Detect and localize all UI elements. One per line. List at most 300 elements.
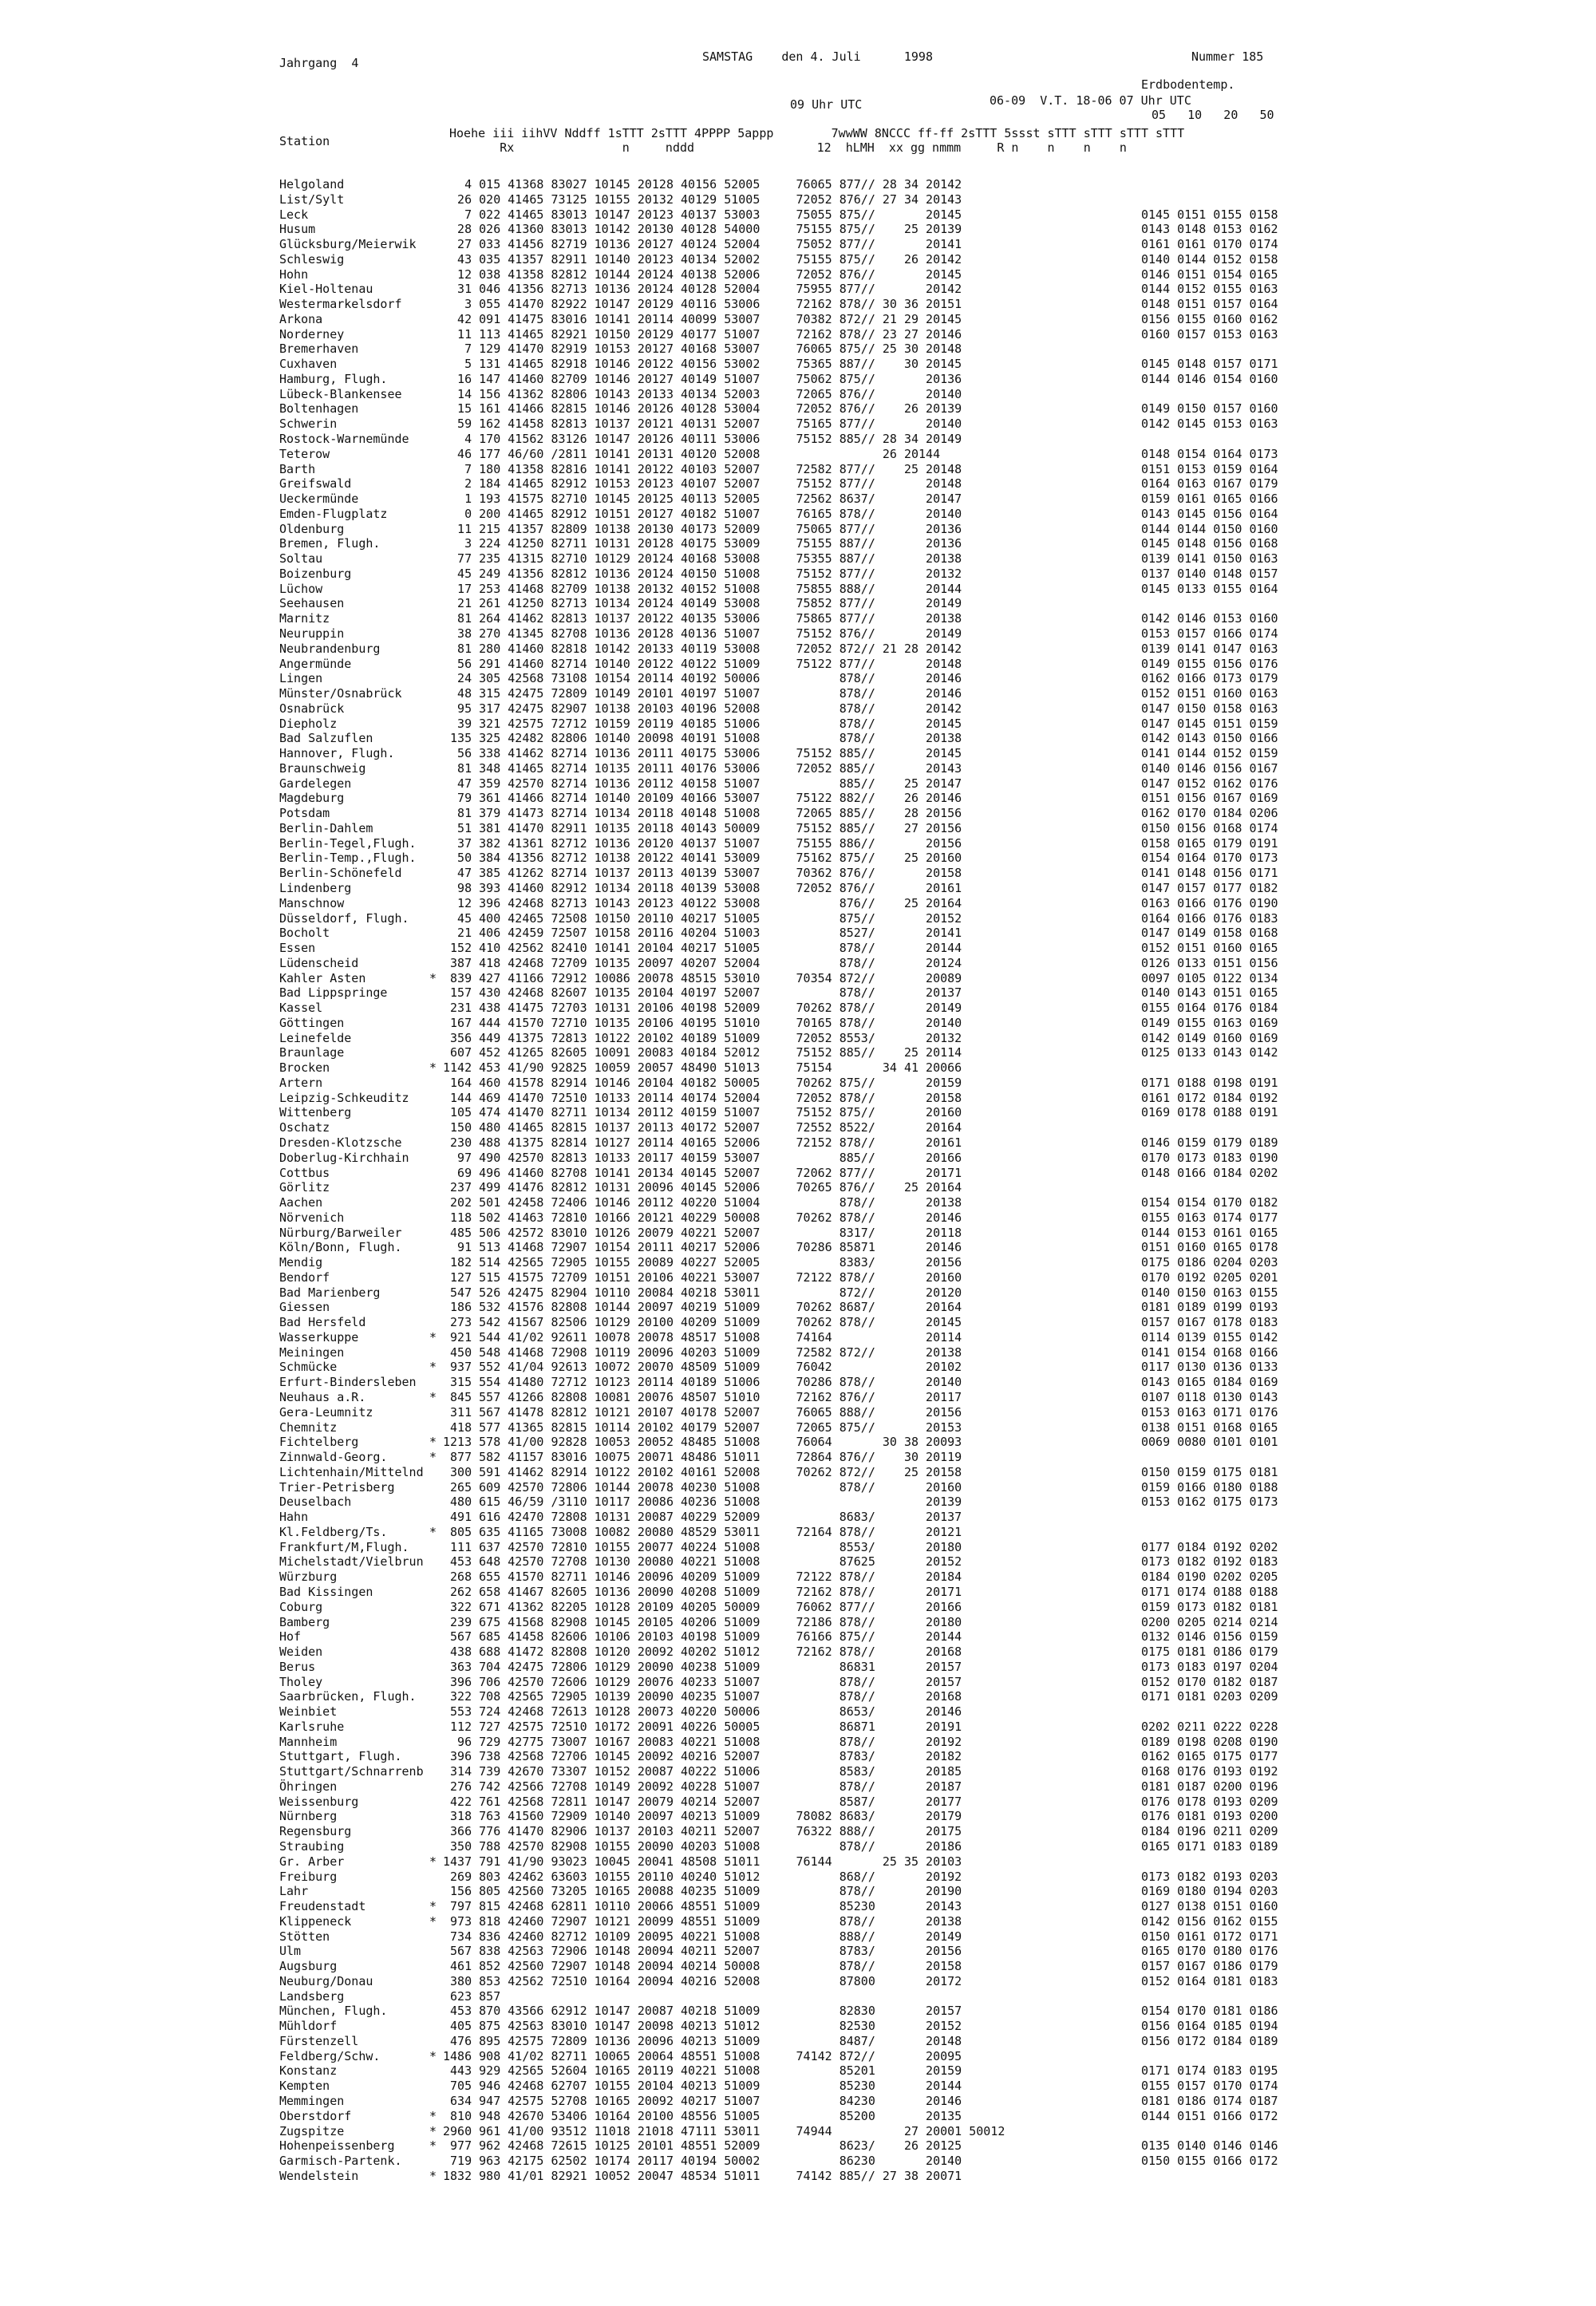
station-name: Hohn: [279, 267, 309, 282]
table-row: [279, 1345, 1524, 1360]
station-name: Neubrandenburg: [279, 641, 381, 656]
synop-values: 157 430 42468 82607 10135 20104 40197 52007 878// 20137: [443, 985, 962, 1001]
synop-values: 47 385 41262 82714 10137 20113 40139 53007 70362 876// 20158: [443, 866, 962, 881]
synop-values: 276 742 42566 72708 10149 20092 40228 51007 878// 20187: [443, 1779, 962, 1794]
station-name: Essen: [279, 941, 316, 956]
synop-values: 81 379 41473 82714 10134 20118 40148 51008 72065 885// 28 20156: [443, 806, 962, 821]
table-row: [279, 267, 1524, 282]
table-row: [279, 522, 1524, 537]
table-row: [279, 582, 1524, 597]
table-row: [279, 1270, 1524, 1285]
table-row: [279, 1315, 1524, 1330]
synop-values: 182 514 42565 72905 10155 20089 40227 52005 8383/ 20156: [443, 1255, 962, 1270]
soil-temperatures: 0153 0163 0171 0176: [1141, 1404, 1278, 1420]
station-name: Hannover, Flugh.: [279, 746, 395, 761]
table-row: [279, 1405, 1524, 1420]
table-row: [279, 1735, 1524, 1750]
table-row: [279, 1764, 1524, 1779]
mountain-marker: *: [429, 1329, 437, 1345]
station-name: Berus: [279, 1659, 316, 1674]
soil-temperatures: 0147 0149 0158 0168: [1141, 926, 1278, 941]
synop-values: 973 818 42460 72907 10121 20099 48551 51009 878// 20138: [443, 1913, 962, 1929]
table-row: [279, 1135, 1524, 1151]
table-row: [279, 1105, 1524, 1120]
table-row: [279, 1914, 1524, 1929]
mountain-marker: *: [429, 2138, 437, 2154]
table-row: [279, 177, 1524, 192]
synop-values: 231 438 41475 72703 10131 20106 40198 52009 70262 878// 20149: [443, 1001, 962, 1016]
soil-temperatures: 0139 0141 0147 0163: [1141, 641, 1278, 656]
synop-values: 79 361 41466 82714 10140 20109 40166 53007 75122 882// 26 20146: [443, 791, 962, 806]
soil-temperatures: 0154 0164 0170 0173: [1141, 851, 1278, 866]
station-name: Wasserkuppe: [279, 1329, 359, 1345]
station-name: Kassel: [279, 1001, 323, 1016]
soil-temperatures: 0148 0154 0164 0173: [1141, 446, 1278, 461]
table-row: [279, 746, 1524, 761]
station-name: Münster/Osnabrück: [279, 686, 402, 701]
soil-temperatures: 0151 0160 0165 0178: [1141, 1240, 1278, 1255]
synop-values: 56 291 41460 82714 10140 20122 40122 51009 75122 877// 20148: [443, 656, 962, 671]
soil-temperatures: 0148 0166 0184 0202: [1141, 1165, 1278, 1180]
soil-temperatures: 0150 0161 0172 0171: [1141, 1929, 1278, 1944]
station-name: Trier-Petrisberg: [279, 1479, 395, 1495]
synop-values: 269 803 42462 63603 10155 20110 40240 51012 868// 20192: [443, 1869, 962, 1884]
table-row: [279, 1645, 1524, 1660]
table-row: [279, 626, 1524, 642]
table-row: [279, 1166, 1524, 1181]
soil-temperatures: 0151 0153 0159 0164: [1141, 461, 1278, 476]
table-row: [279, 1060, 1524, 1076]
table-row: [279, 1704, 1524, 1720]
table-row: [279, 1585, 1524, 1600]
mountain-marker: *: [429, 2108, 437, 2123]
soil-temperatures: 0149 0150 0157 0160: [1141, 401, 1278, 417]
table-row: [279, 2109, 1524, 2124]
soil-temperatures: 0155 0164 0176 0184: [1141, 1001, 1278, 1016]
station-name: Giessen: [279, 1300, 330, 1315]
synop-values: 48 315 42475 72809 10149 20101 40197 51007 878// 20146: [443, 686, 962, 701]
synop-values: 118 502 41463 72810 10166 20121 40229 50008 70262 878// 20146: [443, 1210, 962, 1225]
mountain-marker: *: [429, 2168, 437, 2183]
station-name: Westermarkelsdorf: [279, 297, 402, 312]
synop-values: 202 501 42458 72406 10146 20112 40220 51004 878// 20138: [443, 1195, 962, 1210]
table-row: [279, 1675, 1524, 1690]
station-name: Glücksburg/Meierwik: [279, 237, 417, 252]
table-row: [279, 551, 1524, 567]
soil-temperatures: 0154 0154 0170 0182: [1141, 1195, 1278, 1210]
station-name: Bendorf: [279, 1269, 330, 1285]
synop-values: 300 591 41462 82914 10122 20102 40161 52008 70262 872// 25 20158: [443, 1464, 962, 1479]
station-name: Nürburg/Barweiler: [279, 1225, 402, 1240]
station-name: Coburg: [279, 1599, 323, 1614]
synop-values: 21 406 42459 72507 10158 20116 40204 51003 8527/ 20141: [443, 926, 962, 941]
table-row: [279, 1285, 1524, 1301]
station-name: Neuruppin: [279, 626, 345, 641]
synop-values: 5 131 41465 82918 10146 20122 40156 53002 75365 887// 30 20145: [443, 357, 962, 372]
table-row: [279, 2138, 1524, 2154]
station-table: [279, 177, 1524, 2184]
station-name: Karlsruhe: [279, 1719, 345, 1734]
synop-values: 59 162 41458 82813 10137 20121 40131 52007 75165 877// 20140: [443, 417, 962, 432]
soil-temperatures: 0144 0151 0166 0172: [1141, 2108, 1278, 2123]
synop-values: 50 384 41356 82712 10138 20122 40141 53009 75162 875// 25 20160: [443, 851, 962, 866]
soil-temperatures: 0144 0146 0154 0160: [1141, 371, 1278, 386]
station-name: Stuttgart/Schnarrenb: [279, 1764, 424, 1779]
synop-values: 797 815 42468 62811 10110 20066 48551 51009 85230 20143: [443, 1899, 962, 1914]
table-row: [279, 567, 1524, 582]
station-name: Weinbiet: [279, 1704, 338, 1720]
table-row: [279, 1045, 1524, 1060]
column-headers-1: Hoehe iii iihVV Nddff 1sTTT 2sTTT 4PPPP 5appp 7wwWW 8NCCC ff-ff 2sTTT 5ssst sTTT sTTT sTTT sTTT: [449, 126, 1185, 140]
station-name: Feldberg/Schw.: [279, 2048, 381, 2063]
station-name: Fürstenzell: [279, 2033, 359, 2048]
nummer-value: 185: [1242, 49, 1264, 64]
station-name: Potsdam: [279, 806, 330, 821]
table-row: [279, 2079, 1524, 2094]
table-row: [279, 492, 1524, 507]
synop-values: 24 305 42568 73108 10154 20114 40192 50006 878// 20146: [443, 671, 962, 686]
table-row: [279, 417, 1524, 432]
synop-values: 7 129 41470 82919 10153 20127 40168 53007 76065 875// 25 30 20148: [443, 342, 962, 357]
mountain-marker: *: [429, 1450, 437, 1465]
station-name: Öhringen: [279, 1779, 338, 1794]
soil-temperatures: 0162 0170 0184 0206: [1141, 806, 1278, 821]
soil-temperatures: 0170 0173 0183 0190: [1141, 1150, 1278, 1165]
mountain-marker: *: [429, 1060, 437, 1076]
soil-temperatures: 0158 0165 0179 0191: [1141, 835, 1278, 851]
station-name: Göttingen: [279, 1015, 345, 1030]
synop-values: 553 724 42468 72613 10128 20073 40220 50006 8653/ 20146: [443, 1704, 962, 1720]
synop-values: 937 552 41/04 92613 10072 20070 48509 51009 76042 20102: [443, 1360, 962, 1375]
soil-temperatures: 0139 0141 0150 0163: [1141, 551, 1278, 567]
synop-values: 1486 908 41/02 82711 10065 20064 48551 51008 74142 872// 20095: [443, 2048, 962, 2063]
table-row: [279, 1390, 1524, 1405]
station-name: Oldenburg: [279, 521, 345, 536]
synop-values: 45 249 41356 82812 10136 20124 40150 51008 75152 877// 20132: [443, 566, 962, 581]
station-name: Straubing: [279, 1838, 345, 1854]
station-name: Helgoland: [279, 177, 345, 192]
time-right: 06-09 V.T. 18-06 07 Uhr UTC: [990, 93, 1191, 108]
soil-temperatures: 0138 0151 0168 0165: [1141, 1420, 1278, 1435]
synop-values: 396 738 42568 72706 10145 20092 40216 52007 8783/ 20182: [443, 1749, 962, 1764]
soil-temperatures: 0140 0143 0151 0165: [1141, 985, 1278, 1001]
soil-temperatures: 0117 0130 0136 0133: [1141, 1360, 1278, 1375]
jahrgang-label: Jahrgang: [279, 56, 338, 70]
table-row: [279, 2154, 1524, 2169]
synop-values: 237 499 41476 82812 10131 20096 40145 52006 70265 876// 25 20164: [443, 1180, 962, 1195]
table-row: [279, 881, 1524, 896]
soil-temperatures: 0154 0170 0181 0186: [1141, 2004, 1278, 2019]
synop-values: 476 895 42575 72809 10136 20096 40213 51009 8487/ 20148: [443, 2033, 962, 2048]
synop-values: 12 396 42468 82713 10143 20123 40122 53008 876// 25 20164: [443, 895, 962, 910]
soil-temperatures: 0140 0150 0163 0155: [1141, 1285, 1278, 1300]
station-name: Bad Salzuflen: [279, 731, 373, 746]
synop-values: 56 338 41462 82714 10136 20111 40175 53006 75152 885// 20145: [443, 746, 962, 761]
table-row: [279, 926, 1524, 941]
station-name: Bad Lippspringe: [279, 985, 388, 1001]
station-name: Lahr: [279, 1884, 309, 1899]
station-name: Leipzig-Schkeuditz: [279, 1090, 409, 1105]
synop-values: 405 875 42563 83010 10147 20098 40213 51012 82530 20152: [443, 2019, 962, 2034]
soil-temperatures: 0165 0171 0183 0189: [1141, 1838, 1278, 1854]
synop-values: 705 946 42468 62707 10155 20104 40213 51009 85230 20144: [443, 2079, 962, 2094]
soil-temperatures: 0142 0145 0153 0163: [1141, 417, 1278, 432]
soil-temperatures: 0135 0140 0146 0146: [1141, 2138, 1278, 2154]
soil-temperatures: 0176 0178 0193 0209: [1141, 1794, 1278, 1809]
table-row: [279, 985, 1524, 1001]
table-row: [279, 1495, 1524, 1510]
station-name: Kl.Feldberg/Ts.: [279, 1524, 388, 1539]
soil-temperatures: 0143 0148 0153 0162: [1141, 222, 1278, 237]
station-name: Schwerin: [279, 417, 338, 432]
station-name: Lüchow: [279, 581, 323, 596]
synop-values: 268 655 41570 82711 10146 20096 40209 51009 72122 878// 20184: [443, 1570, 962, 1585]
station-name: Bad Kissingen: [279, 1584, 373, 1599]
synop-values: 1213 578 41/00 92828 10053 20052 48485 51008 76064 30 38 20093: [443, 1435, 962, 1450]
station-name: Saarbrücken, Flugh.: [279, 1689, 417, 1704]
soil-temperatures: 0147 0150 0158 0163: [1141, 701, 1278, 716]
station-name: Ulm: [279, 1944, 302, 1959]
synop-values: 0 200 41465 82912 10151 20127 40182 51007 76165 878// 20140: [443, 506, 962, 521]
synop-values: 453 648 42570 72708 10130 20080 40221 51008 87625 20152: [443, 1554, 962, 1570]
synop-values: 2960 961 41/00 93512 11018 21018 47111 53011 74944 27 20001 50012: [443, 2123, 1005, 2138]
soil-temperatures: 0171 0188 0198 0191: [1141, 1075, 1278, 1090]
synop-values: 623 857: [443, 1988, 501, 2004]
station-name: Oschatz: [279, 1120, 330, 1135]
table-row: [279, 462, 1524, 477]
table-row: [279, 1525, 1524, 1540]
station-name: Bamberg: [279, 1614, 330, 1629]
station-name: Gera-Leumnitz: [279, 1404, 373, 1420]
synop-values: 28 026 41360 83013 10142 20130 40128 54000 75155 875// 25 20139: [443, 222, 962, 237]
table-row: [279, 2019, 1524, 2034]
synop-values: 38 270 41345 82708 10136 20128 40136 51007 75152 876// 20149: [443, 626, 962, 641]
station-name: Aachen: [279, 1195, 323, 1210]
synop-values: 453 870 43566 62912 10147 20087 40218 51009 82830 20157: [443, 2004, 962, 2019]
soil-temperatures: 0127 0138 0151 0160: [1141, 1899, 1278, 1914]
table-row: [279, 1300, 1524, 1315]
soil-temperatures: 0153 0157 0166 0174: [1141, 626, 1278, 641]
synop-values: 167 444 41570 72710 10135 20106 40195 51010 70165 878// 20140: [443, 1015, 962, 1030]
synop-values: 396 706 42570 72606 10129 20076 40233 51007 878// 20157: [443, 1674, 962, 1689]
mountain-marker: *: [429, 1899, 437, 1914]
station-name: Neuhaus a.R.: [279, 1390, 366, 1405]
station-name: Barth: [279, 461, 316, 476]
station-name: Artern: [279, 1075, 323, 1090]
soil-temperatures: 0161 0172 0184 0192: [1141, 1090, 1278, 1105]
synop-values: 51 381 41470 82911 10135 20118 40143 50009 75152 885// 27 20156: [443, 820, 962, 835]
soil-temperatures: 0126 0133 0151 0156: [1141, 955, 1278, 970]
table-row: [279, 1944, 1524, 1959]
erdboden-label: Erdbodentemp.: [1141, 77, 1235, 92]
synop-values: 450 548 41468 72908 10119 20096 40203 51009 72582 872// 20138: [443, 1345, 962, 1360]
synop-values: 77 235 41315 82710 10129 20124 40168 53008 75355 887// 20138: [443, 551, 962, 567]
synop-values: 443 929 42565 52604 10165 20119 40221 51008 85201 20159: [443, 2063, 962, 2079]
table-row: [279, 776, 1524, 792]
table-row: [279, 717, 1524, 732]
synop-values: 363 704 42475 72806 10129 20090 40238 51009 86831 20157: [443, 1659, 962, 1674]
table-row: [279, 1480, 1524, 1495]
table-row: [279, 866, 1524, 881]
soil-temperatures: 0164 0163 0167 0179: [1141, 476, 1278, 492]
table-row: [279, 2063, 1524, 2079]
table-row: [279, 1795, 1524, 1810]
date: 4. Juli: [810, 49, 861, 64]
synop-values: 4 170 41562 83126 10147 20126 40111 53006 75152 885// 28 34 20149: [443, 432, 962, 447]
station-name: München, Flugh.: [279, 2004, 388, 2019]
station-name: Hahn: [279, 1510, 309, 1525]
mountain-marker: *: [429, 970, 437, 985]
table-row: [279, 1629, 1524, 1645]
station-name: Greifswald: [279, 476, 352, 492]
table-row: [279, 1031, 1524, 1046]
synop-values: 135 325 42482 82806 10140 20098 40191 51008 878// 20138: [443, 731, 962, 746]
synop-values: 112 727 42575 72510 10172 20091 40226 50005 86871 20191: [443, 1719, 962, 1734]
station-name: Konstanz: [279, 2063, 338, 2079]
synop-values: 977 962 42468 72615 10125 20101 48551 52009 8623/ 26 20125: [443, 2138, 962, 2154]
synop-values: 45 400 42465 72508 10150 20110 40217 51005 875// 20152: [443, 910, 962, 926]
station-name: Bad Marienberg: [279, 1285, 381, 1300]
header-date: [702, 49, 933, 64]
synop-values: 37 382 41361 82712 10136 20120 40137 51007 75155 886// 20156: [443, 835, 962, 851]
soil-temperatures: 0152 0151 0160 0163: [1141, 686, 1278, 701]
soil-temperatures: 0125 0133 0143 0142: [1141, 1045, 1278, 1060]
mountain-marker: *: [429, 1854, 437, 1869]
synop-values: 69 496 41460 82708 10141 20134 40145 52007 72062 877// 20171: [443, 1165, 962, 1180]
synop-values: 7 180 41358 82816 10141 20122 40103 52007 72582 877// 25 20148: [443, 461, 962, 476]
station-name: Zinnwald-Georg.: [279, 1450, 388, 1465]
table-row: [279, 731, 1524, 746]
table-row: [279, 1240, 1524, 1255]
table-row: [279, 1540, 1524, 1555]
station-header: Station: [279, 134, 330, 148]
station-name: Lüdenscheid: [279, 955, 359, 970]
table-row: [279, 1151, 1524, 1166]
station-name: Braunschweig: [279, 760, 366, 776]
table-row: [279, 2124, 1524, 2139]
table-row: [279, 1195, 1524, 1210]
synop-values: 46 177 46/60 /2811 10141 20131 40120 52008 26 20144: [443, 446, 941, 461]
soil-temperatures: 0152 0170 0182 0187: [1141, 1674, 1278, 1689]
mountain-marker: *: [429, 1390, 437, 1405]
station-name: Boltenhagen: [279, 401, 359, 417]
table-row: [279, 387, 1524, 402]
soil-temperatures: 0175 0181 0186 0179: [1141, 1645, 1278, 1660]
synop-values: 150 480 41465 82815 10137 20113 40172 52007 72552 8522/ 20164: [443, 1120, 962, 1135]
synop-values: 491 616 42470 72808 10131 20087 40229 52009 8683/ 20137: [443, 1510, 962, 1525]
soil-temperatures: 0147 0145 0151 0159: [1141, 716, 1278, 731]
station-name: Seehausen: [279, 596, 345, 611]
table-row: [279, 1076, 1524, 1091]
soil-temperatures: 0146 0159 0179 0189: [1141, 1135, 1278, 1150]
table-row: [279, 1360, 1524, 1375]
soil-temperatures: 0144 0153 0161 0165: [1141, 1225, 1278, 1240]
synop-values: 734 836 42460 82712 10109 20095 40221 51008 888// 20149: [443, 1929, 962, 1944]
table-row: [279, 357, 1524, 372]
synop-values: 2 184 41465 82912 10153 20123 40107 52007 75152 877// 20148: [443, 476, 962, 492]
station-name: Nörvenich: [279, 1210, 345, 1225]
synop-values: 485 506 42572 83010 10126 20079 40221 52007 8317/ 20118: [443, 1225, 962, 1240]
synop-values: 318 763 41560 72909 10140 20097 40213 51009 78082 8683/ 20179: [443, 1809, 962, 1824]
synop-values: 3 224 41250 82711 10131 20128 40175 53009 75155 887// 20136: [443, 536, 962, 551]
synop-values: 921 544 41/02 92611 10078 20078 48517 51008 74164 20114: [443, 1329, 962, 1345]
synop-values: 31 046 41356 82713 10136 20124 40128 52004 75955 877// 20142: [443, 282, 962, 297]
soil-temperatures: 0164 0166 0176 0183: [1141, 910, 1278, 926]
soil-temperatures: 0202 0211 0222 0228: [1141, 1719, 1278, 1734]
soil-temperatures: 0140 0144 0152 0158: [1141, 251, 1278, 267]
station-name: Stötten: [279, 1929, 330, 1944]
table-row: [279, 956, 1524, 971]
soil-temperatures: 0143 0145 0156 0164: [1141, 506, 1278, 521]
table-row: [279, 791, 1524, 806]
table-row: [279, 2004, 1524, 2019]
table-row: [279, 1809, 1524, 1824]
synop-values: 11 113 41465 82921 10150 20129 40177 51007 72162 878// 23 27 20146: [443, 326, 962, 342]
table-row: [279, 282, 1524, 297]
station-name: Leck: [279, 207, 309, 222]
table-row: [279, 1870, 1524, 1885]
synop-values: 156 805 42560 73205 10165 20088 40235 51009 878// 20190: [443, 1884, 962, 1899]
station-name: Freiburg: [279, 1869, 338, 1884]
table-row: [279, 1255, 1524, 1270]
station-name: Lichtenhain/Mittelnd: [279, 1464, 424, 1479]
soil-temperatures: 0142 0156 0162 0155: [1141, 1913, 1278, 1929]
synop-values: 230 488 41375 82814 10127 20114 40165 52006 72152 878// 20161: [443, 1135, 962, 1150]
mountain-marker: *: [429, 1360, 437, 1375]
table-row: [279, 806, 1524, 821]
synop-values: 356 449 41375 72813 10122 20102 40189 51009 72052 8553/ 20132: [443, 1030, 962, 1045]
synop-values: 1142 453 41/90 92825 10059 20057 48490 51013 75154 34 41 20066: [443, 1060, 962, 1076]
table-row: [279, 1450, 1524, 1465]
header-nummer: [1191, 49, 1263, 64]
soil-temperatures: 0145 0148 0156 0168: [1141, 536, 1278, 551]
table-row: [279, 432, 1524, 447]
station-name: Berlin-Temp.,Flugh.: [279, 851, 417, 866]
soil-temperatures: 0155 0157 0170 0174: [1141, 2079, 1278, 2094]
station-name: Husum: [279, 222, 316, 237]
station-name: Cottbus: [279, 1165, 330, 1180]
table-row: [279, 911, 1524, 926]
station-name: Oberstdorf: [279, 2108, 352, 2123]
synop-values: 315 554 41480 72712 10123 20114 40189 51006 70286 878// 20140: [443, 1375, 962, 1390]
station-name: Mendig: [279, 1255, 323, 1270]
header-jahrgang: [279, 56, 358, 70]
soil-temperatures: 0173 0183 0197 0204: [1141, 1659, 1278, 1674]
synop-values: 350 788 42570 82908 10155 20090 40203 51008 878// 20186: [443, 1838, 962, 1854]
station-name: Garmisch-Partenk.: [279, 2154, 402, 2169]
station-name: Hamburg, Flugh.: [279, 371, 388, 386]
table-row: [279, 192, 1524, 207]
table-row: [279, 596, 1524, 611]
synop-values: 567 838 42563 72906 10148 20094 40211 52007 8783/ 20156: [443, 1944, 962, 1959]
soil-temperatures: 0145 0151 0155 0158: [1141, 207, 1278, 222]
synop-values: 607 452 41265 82605 10091 20083 40184 52012 75152 885// 25 20114: [443, 1045, 962, 1060]
table-row: [279, 971, 1524, 986]
table-row: [279, 657, 1524, 672]
table-row: [279, 1435, 1524, 1450]
synop-values: 81 348 41465 82714 10135 20111 40176 53006 72052 885// 20143: [443, 760, 962, 776]
soil-temperatures: 0162 0165 0175 0177: [1141, 1749, 1278, 1764]
station-name: Erfurt-Bindersleben: [279, 1375, 417, 1390]
synop-values: 98 393 41460 82912 10134 20118 40139 53008 72052 876// 20161: [443, 880, 962, 895]
synop-values: 380 853 42562 72510 10164 20094 40216 52008 87800 20172: [443, 1973, 962, 1988]
soil-temperatures: 0144 0144 0150 0160: [1141, 521, 1278, 536]
erdboden-depths: 05 10 20 50: [1152, 108, 1274, 122]
station-name: Kempten: [279, 2079, 330, 2094]
station-name: Dresden-Klotzsche: [279, 1135, 402, 1150]
synop-values: 387 418 42468 72709 10135 20097 40207 52004 878// 20124: [443, 955, 962, 970]
soil-temperatures: 0181 0186 0174 0187: [1141, 2094, 1278, 2108]
